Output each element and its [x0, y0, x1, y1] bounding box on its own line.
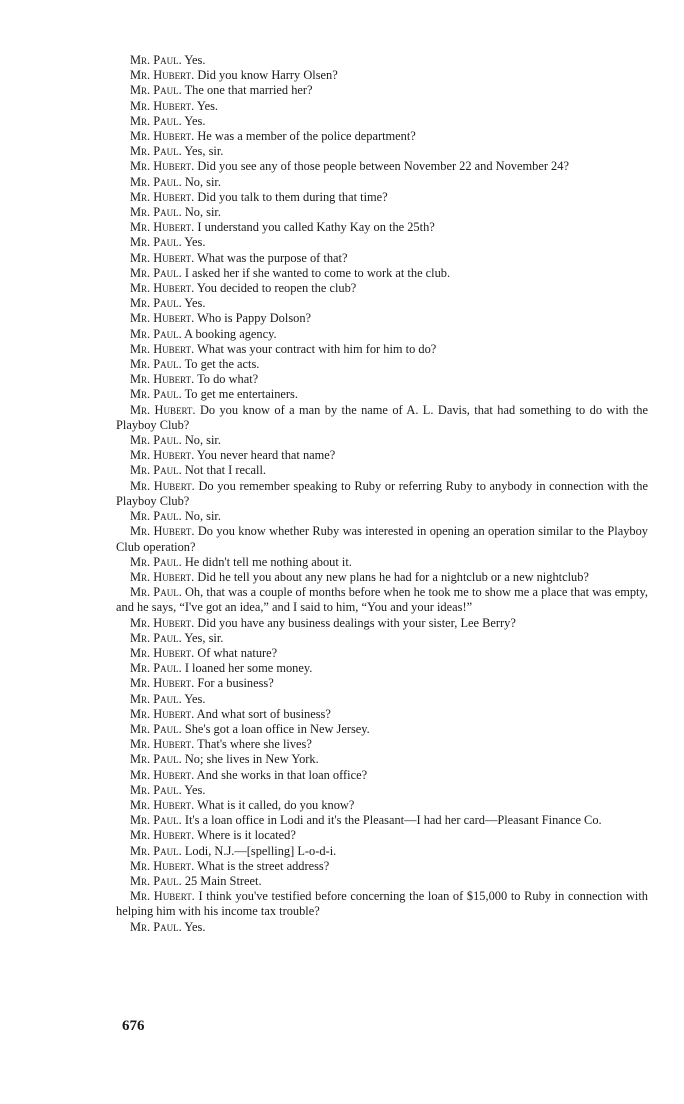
speaker-name: Mr. Hubert. [130, 828, 195, 843]
speaker-name: Mr. Hubert. [130, 676, 195, 691]
transcript-line [116, 83, 648, 98]
transcript-line [116, 813, 648, 828]
transcript-line [116, 783, 648, 798]
speaker-name: Mr. Paul. [130, 53, 182, 67]
transcript-line [116, 646, 648, 661]
speaker-name: Mr. Paul. [130, 144, 182, 159]
speaker-name: Mr. Hubert. [130, 889, 195, 904]
transcript-line [116, 190, 648, 205]
speaker-name: Mr. Hubert. [130, 478, 195, 493]
speech-text: I understand you called Kathy Kay on the 25th? [197, 220, 435, 235]
speech-text: The one that married her? [184, 83, 313, 98]
transcript-line [116, 859, 648, 874]
speech-text: Where is it located? [197, 828, 296, 843]
transcript-line [116, 676, 648, 691]
speech-text: You decided to reopen the club? [196, 281, 357, 296]
speaker-name: Mr. Hubert. [130, 402, 196, 417]
transcript-line [116, 175, 648, 190]
transcript-line [116, 251, 648, 266]
speaker-name: Mr. Hubert. [130, 220, 195, 235]
speech-text: Yes. [184, 782, 206, 797]
speech-text: I asked her if she wanted to come to work at the club. [184, 265, 451, 280]
speaker-name: Mr. Paul. [130, 813, 182, 828]
speech-text: Yes, sir. [184, 630, 224, 645]
speech-text: 25 Main Street. [184, 873, 262, 888]
speaker-name: Mr. Hubert. [130, 448, 195, 463]
speech-text: Yes. [184, 113, 206, 128]
speaker-name: Mr. Hubert. [130, 737, 195, 752]
speech-text: I think you've testified before concerning the loan of $15,000 to Ruby in connection with helping him with his income tax trouble? [116, 889, 648, 919]
speech-text: Not that I recall. [184, 463, 267, 478]
speech-text: What is the street address? [197, 858, 330, 873]
page-number: 676 [122, 1018, 145, 1034]
speech-text: And she works in that loan office? [196, 767, 368, 782]
speech-text: Do you remember speaking to Ruby or referring Ruby to anybody in connection with the Playboy Club? [116, 478, 648, 508]
speech-text: What was your contract with him for him to do? [197, 341, 437, 356]
transcript-line [116, 707, 648, 722]
speaker-name: Mr. Hubert. [130, 706, 195, 721]
speaker-name: Mr. Hubert. [130, 129, 195, 144]
speech-text: For a business? [197, 676, 274, 691]
speaker-name: Mr. Hubert. [130, 524, 195, 539]
speaker-name: Mr. Paul. [130, 296, 182, 311]
transcript-line [116, 479, 648, 509]
speech-text: Do you know of a man by the name of A. L. Davis, that had something to do with the Playboy Club? [116, 402, 648, 432]
speech-text: Did you talk to them during that time? [197, 189, 388, 204]
speaker-name: Mr. Hubert. [130, 68, 195, 83]
speaker-name: Mr. Paul. [130, 174, 182, 189]
speaker-name: Mr. Paul. [130, 782, 182, 797]
speaker-name: Mr. Hubert. [130, 250, 195, 265]
speech-text: You never heard that name? [196, 448, 336, 463]
speech-text: Did he tell you about any new plans he had for a nightclub or a new nightclub? [197, 569, 589, 584]
speech-text: I loaned her some money. [184, 661, 313, 676]
speaker-name: Mr. Paul. [130, 630, 182, 645]
transcript-line [116, 920, 648, 935]
transcript-line [116, 616, 648, 631]
transcript-line [116, 722, 648, 737]
speech-text: That's where she lives? [197, 737, 312, 752]
transcript-line [116, 357, 648, 372]
speech-text: Who is Pappy Dolson? [197, 311, 312, 326]
transcript-line [116, 144, 648, 159]
transcript-line [116, 433, 648, 448]
speaker-name: Mr. Hubert. [130, 858, 195, 873]
speaker-name: Mr. Paul. [130, 721, 182, 736]
speaker-name: Mr. Paul. [130, 326, 182, 341]
speech-text: She's got a loan office in New Jersey. [184, 721, 370, 736]
speaker-name: Mr. Paul. [130, 433, 182, 448]
transcript-line [116, 403, 648, 433]
speech-text: Did you have any business dealings with your sister, Lee Berry? [197, 615, 516, 630]
speech-text: To get me entertainers. [184, 387, 298, 402]
speaker-name: Mr. Paul. [130, 843, 182, 858]
speech-text: Did you see any of those people between November 22 and November 24? [197, 159, 569, 174]
transcript-line [116, 570, 648, 585]
speaker-name: Mr. Paul. [130, 509, 182, 524]
speech-text: Do you know whether Ruby was interested in opening an operation similar to the Playboy Club operation? [116, 524, 648, 554]
speaker-name: Mr. Hubert. [130, 767, 195, 782]
speaker-name: Mr. Hubert. [130, 341, 195, 356]
speech-text: A booking agency. [184, 326, 277, 341]
transcript-line [116, 448, 648, 463]
speech-text: No; she lives in New York. [184, 752, 319, 767]
transcript-line [116, 509, 648, 524]
transcript-line [116, 737, 648, 752]
speaker-name: Mr. Hubert. [130, 159, 195, 174]
transcript-line [116, 159, 648, 174]
transcript-line [116, 281, 648, 296]
speaker-name: Mr. Paul. [130, 235, 182, 250]
transcript-line [116, 53, 648, 68]
speech-text: Did you know Harry Olsen? [197, 68, 338, 83]
speech-text: It's a loan office in Lodi and it's the Pleasant—I had her card—Pleasant Finance Co. [184, 813, 602, 828]
transcript-line [116, 752, 648, 767]
speech-text: What is it called, do you know? [197, 797, 355, 812]
speech-text: Oh, that was a couple of months before when he took me to show me a place that was empty, and he says, “I've got an idea,” and I said to him, “You and your ideas!” [116, 585, 648, 615]
transcript-line [116, 205, 648, 220]
transcript-line [116, 524, 648, 554]
transcript-line [116, 768, 648, 783]
speech-text: He was a member of the police department? [197, 129, 416, 144]
speech-text: No, sir. [184, 433, 221, 448]
transcript-line [116, 99, 648, 114]
speaker-name: Mr. Paul. [130, 919, 182, 934]
transcript-line [116, 387, 648, 402]
speaker-name: Mr. Paul. [130, 585, 182, 600]
speech-text: He didn't tell me nothing about it. [184, 554, 352, 569]
transcript-line [116, 798, 648, 813]
transcript-body [116, 53, 648, 935]
transcript-line [116, 844, 648, 859]
speaker-name: Mr. Hubert. [130, 281, 195, 296]
speech-text: Yes. [184, 691, 206, 706]
speaker-name: Mr. Hubert. [130, 569, 195, 584]
transcript-line [116, 874, 648, 889]
transcript-line [116, 327, 648, 342]
transcript-line [116, 68, 648, 83]
speech-text: And what sort of business? [196, 706, 331, 721]
speaker-name: Mr. Paul. [130, 752, 182, 767]
transcript-line [116, 585, 648, 615]
speaker-name: Mr. Paul. [130, 387, 182, 402]
speaker-name: Mr. Paul. [130, 113, 182, 128]
speaker-name: Mr. Hubert. [130, 797, 195, 812]
speaker-name: Mr. Paul. [130, 691, 182, 706]
speech-text: No, sir. [184, 205, 221, 220]
speaker-name: Mr. Paul. [130, 265, 182, 280]
transcript-line [116, 372, 648, 387]
speech-text: To get the acts. [184, 357, 260, 372]
transcript-line [116, 661, 648, 676]
speech-text: To do what? [197, 372, 259, 387]
speech-text: No, sir. [184, 509, 221, 524]
speaker-name: Mr. Paul. [130, 873, 182, 888]
transcript-line [116, 220, 648, 235]
speaker-name: Mr. Paul. [130, 661, 182, 676]
transcript-line [116, 555, 648, 570]
speech-text: Yes. [184, 296, 206, 311]
speaker-name: Mr. Paul. [130, 205, 182, 220]
transcript-line [116, 692, 648, 707]
transcript-line [116, 266, 648, 281]
speech-text: Yes. [184, 235, 206, 250]
transcript-line [116, 631, 648, 646]
transcript-line [116, 828, 648, 843]
speaker-name: Mr. Paul. [130, 463, 182, 478]
speaker-name: Mr. Hubert. [130, 645, 195, 660]
speech-text: Yes, sir. [184, 144, 224, 159]
speaker-name: Mr. Paul. [130, 357, 182, 372]
speaker-name: Mr. Hubert. [130, 189, 195, 204]
transcript-line [116, 342, 648, 357]
speech-text: No, sir. [184, 174, 221, 189]
speaker-name: Mr. Hubert. [130, 615, 195, 630]
transcript-line [116, 235, 648, 250]
speech-text: Yes. [196, 98, 219, 113]
transcript-line [116, 129, 648, 144]
speech-text: Yes. [184, 919, 206, 934]
transcript-line [116, 889, 648, 919]
transcript-line [116, 463, 648, 478]
speaker-name: Mr. Hubert. [130, 98, 195, 113]
transcript-line [116, 296, 648, 311]
speech-text: Lodi, N.J.—[spelling] L-o-d-i. [184, 843, 337, 858]
transcript-line [116, 311, 648, 326]
speaker-name: Mr. Paul. [130, 83, 182, 98]
speaker-name: Mr. Hubert. [130, 311, 195, 326]
speaker-name: Mr. Hubert. [130, 372, 195, 387]
speech-text: Yes. [184, 53, 206, 67]
speech-text: Of what nature? [197, 645, 278, 660]
transcript-line [116, 114, 648, 129]
speaker-name: Mr. Paul. [130, 554, 182, 569]
speech-text: What was the purpose of that? [197, 250, 348, 265]
